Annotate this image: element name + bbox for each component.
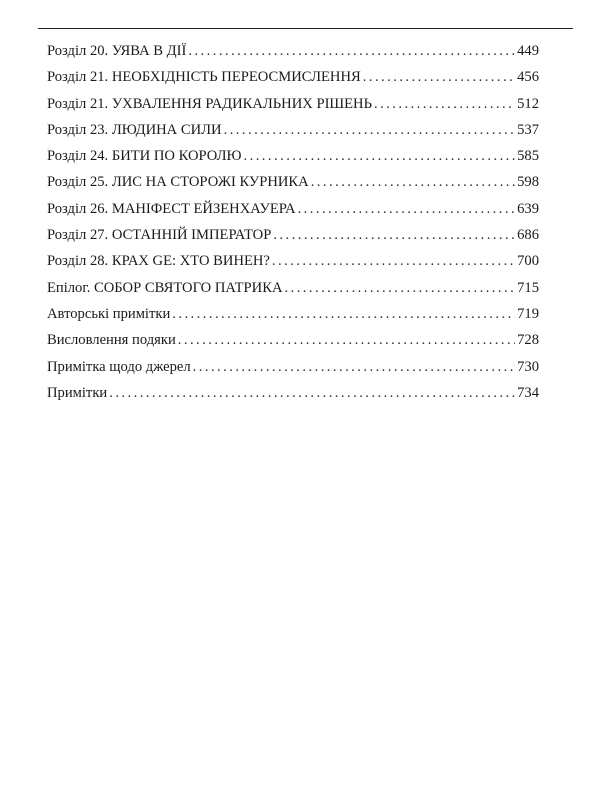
- toc-entry-title: Примітки: [47, 384, 108, 401]
- toc-dot-leader: [273, 222, 515, 248]
- toc-dot-leader: [193, 354, 515, 380]
- toc-entry-page: 734: [517, 384, 539, 401]
- toc-entry-title: Розділ 25. ЛИС НА СТОРОЖІ КУРНИКА: [47, 174, 309, 191]
- toc-entry-page: 700: [517, 253, 539, 270]
- toc-entry: [47, 248, 539, 274]
- header-rule: [38, 28, 573, 29]
- toc-entry: [47, 38, 539, 64]
- toc-entry: [47, 222, 539, 248]
- toc-entry-title: Розділ 24. БИТИ ПО КОРОЛЮ: [47, 148, 242, 165]
- toc-entry-page: 728: [517, 332, 539, 349]
- toc-entry-page: 639: [517, 200, 539, 217]
- toc-entry-title: Епілог. СОБОР СВЯТОГО ПАТРИКА: [47, 279, 283, 296]
- toc-dot-leader: [374, 91, 515, 117]
- toc-entry: [47, 143, 539, 169]
- toc-entry: [47, 354, 539, 380]
- toc-entry-title: Розділ 28. КРАХ GE: ХТО ВИНЕН?: [47, 253, 270, 270]
- toc-dot-leader: [224, 117, 516, 143]
- toc-entry: [47, 301, 539, 327]
- toc-dot-leader: [244, 143, 516, 169]
- toc-entry-title: Розділ 20. УЯВА В ДІЇ: [47, 43, 187, 59]
- toc-entry-title: Авторські примітки: [47, 305, 171, 322]
- toc-entry-page: 449: [517, 43, 539, 59]
- toc-entry-title: Примітка щодо джерел: [47, 358, 191, 375]
- toc-entry: [47, 380, 539, 406]
- toc-dot-leader: [109, 380, 515, 406]
- toc-entry-title: Розділ 21. УХВАЛЕННЯ РАДИКАЛЬНИХ РІШЕНЬ: [47, 95, 372, 112]
- toc-entry: [47, 64, 539, 90]
- toc-entry-page: 598: [517, 174, 539, 191]
- table-of-contents: [47, 38, 539, 406]
- toc-entry: [47, 91, 539, 117]
- toc-entry-title: Висловлення подяки: [47, 332, 176, 349]
- toc-entry: [47, 169, 539, 195]
- toc-entry-title: Розділ 26. МАНІФЕСТ ЕЙЗЕНХАУЕРА: [47, 200, 296, 217]
- toc-entry: [47, 275, 539, 301]
- toc-dot-leader: [172, 301, 515, 327]
- toc-entry-title: Розділ 21. НЕОБХІДНІСТЬ ПЕРЕОСМИСЛЕННЯ: [47, 69, 361, 86]
- toc-entry-page: 585: [517, 148, 539, 165]
- toc-entry-page: 456: [517, 69, 539, 86]
- toc-entry-page: 715: [517, 279, 539, 296]
- toc-dot-leader: [272, 248, 515, 274]
- toc-dot-leader: [363, 64, 515, 90]
- toc-dot-leader: [178, 327, 515, 353]
- toc-entry-page: 730: [517, 358, 539, 375]
- toc-dot-leader: [311, 169, 515, 195]
- toc-dot-leader: [298, 196, 516, 222]
- toc-entry: [47, 196, 539, 222]
- toc-entry-page: 719: [517, 305, 539, 322]
- toc-entry: [47, 327, 539, 353]
- toc-dot-leader: [285, 275, 516, 301]
- toc-dot-leader: [188, 38, 515, 64]
- toc-entry-title: Розділ 27. ОСТАННІЙ ІМПЕРАТОР: [47, 227, 272, 244]
- toc-entry: [47, 117, 539, 143]
- toc-entry-page: 512: [517, 95, 539, 112]
- toc-entry-title: Розділ 23. ЛЮДИНА СИЛИ: [47, 121, 222, 138]
- toc-entry-page: 686: [517, 227, 539, 244]
- toc-entry-page: 537: [517, 121, 539, 138]
